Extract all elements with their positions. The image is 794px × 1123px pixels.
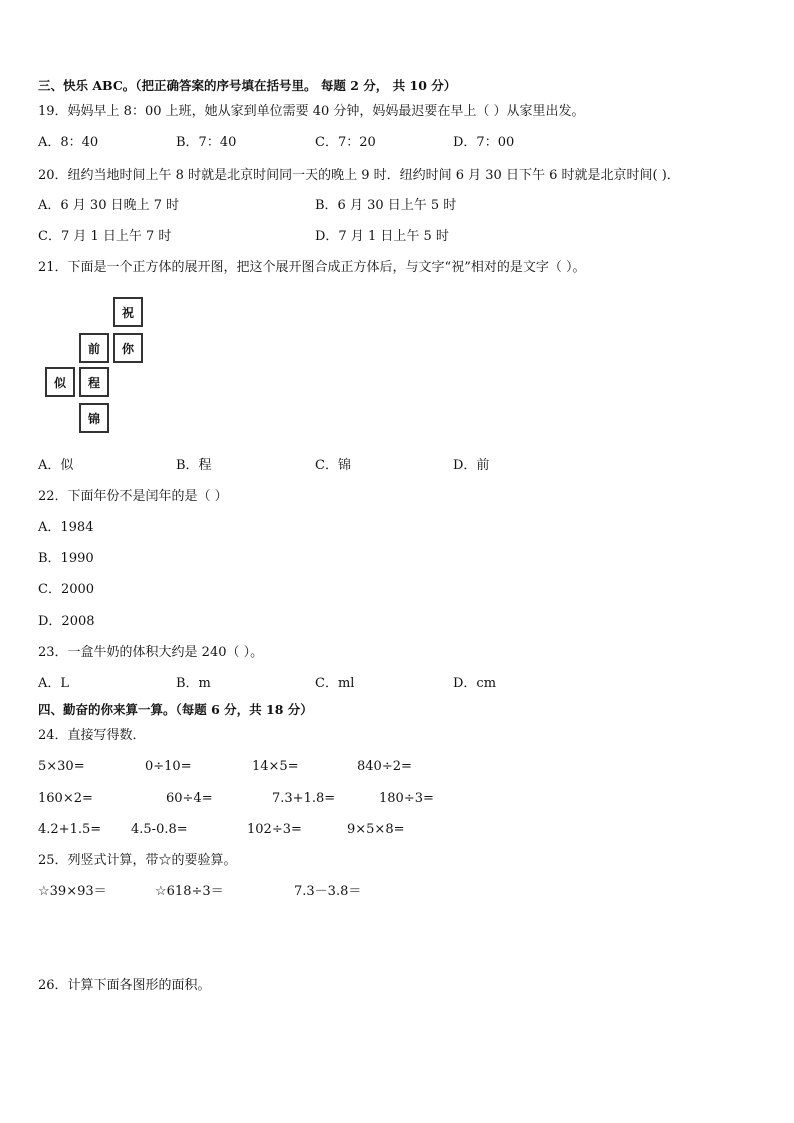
q21-option-b: B．程 — [176, 458, 212, 473]
net-cell-si: 似 — [45, 367, 75, 397]
vertical-calc-item: ☆39×93＝ — [38, 884, 107, 899]
q22-option-a: A．1984 — [38, 520, 94, 535]
q20-option-a: A．6 月 30 日晚上 7 时 — [38, 198, 180, 213]
q23-option-b: B．m — [176, 676, 211, 691]
q22-option-c: C．2000 — [38, 582, 95, 597]
net-cell-ni: 你 — [113, 333, 143, 363]
cube-net-diagram — [45, 297, 145, 437]
q21-option-d: D．前 — [453, 458, 490, 473]
calc-item: 180÷3= — [379, 791, 434, 806]
q23-option-a: A．L — [38, 676, 70, 691]
q19-option-c: C．7：20 — [315, 135, 376, 150]
vertical-calc-item: 7.3－3.8＝ — [294, 884, 362, 899]
q20-option-d: D．7 月 1 日上午 5 时 — [315, 229, 449, 244]
calc-item: 60÷4= — [166, 791, 213, 806]
calc-item: 9×5×8= — [347, 822, 405, 837]
q19-option-a: A．8：40 — [38, 135, 99, 150]
q23-option-d: D．cm — [453, 676, 497, 691]
section-4-heading: 四、勤奋的你来算一算。（每题 6 分，共 18 分） — [38, 702, 313, 717]
calc-item: 7.3+1.8= — [272, 791, 336, 806]
question-20: 20．纽约当地时间上午 8 时就是北京时间同一天的晚上 9 时．纽约时间 6 月 30 日下午 6 时就是北京时间( )． — [38, 168, 680, 183]
question-26: 26．计算下面各图形的面积。 — [38, 978, 211, 993]
question-25: 25．列竖式计算，带☆的要验算。 — [38, 853, 237, 868]
q22-option-b: B．1990 — [38, 551, 94, 566]
question-21: 21．下面是一个正方体的展开图，把这个展开图合成正方体后，与文字“祝”相对的是文字（ ）。 — [38, 260, 586, 275]
question-24: 24．直接写得数． — [38, 728, 146, 743]
q19-option-b: B．7：40 — [176, 135, 237, 150]
question-22: 22．下面年份不是闰年的是（ ） — [38, 489, 228, 504]
question-23: 23．一盒牛奶的体积大约是 240（ ）。 — [38, 645, 264, 660]
net-cell-zhu: 祝 — [113, 297, 143, 327]
calc-item: 4.2+1.5= — [38, 822, 102, 837]
vertical-calc-item: ☆618÷3＝ — [155, 884, 224, 899]
calc-item: 14×5= — [252, 759, 299, 774]
calc-item: 5×30= — [38, 759, 85, 774]
net-cell-cheng: 程 — [79, 367, 109, 397]
q22-option-d: D．2008 — [38, 614, 95, 629]
q20-option-c: C．7 月 1 日上午 7 时 — [38, 229, 172, 244]
calc-item: 4.5-0.8= — [131, 822, 188, 837]
calc-item: 102÷3= — [247, 822, 302, 837]
q20-option-b: B．6 月 30 日上午 5 时 — [315, 198, 457, 213]
q21-option-a: A．似 — [38, 458, 74, 473]
q19-option-d: D．7：00 — [453, 135, 515, 150]
calc-item: 160×2= — [38, 791, 93, 806]
net-cell-qian: 前 — [79, 333, 109, 363]
question-19: 19．妈妈早上 8：00 上班，她从家到单位需要 40 分钟，妈妈最迟要在早上（ ）从家里出发。 — [38, 104, 585, 119]
calc-item: 0÷10= — [145, 759, 192, 774]
calc-item: 840÷2= — [357, 759, 412, 774]
section-3-heading: 三、快乐 ABC。（把正确答案的序号填在括号里。 每题 2 分， 共 10 分） — [38, 78, 457, 93]
net-cell-jin: 锦 — [79, 403, 109, 433]
q23-option-c: C．ml — [315, 676, 355, 691]
q21-option-c: C．锦 — [315, 458, 351, 473]
